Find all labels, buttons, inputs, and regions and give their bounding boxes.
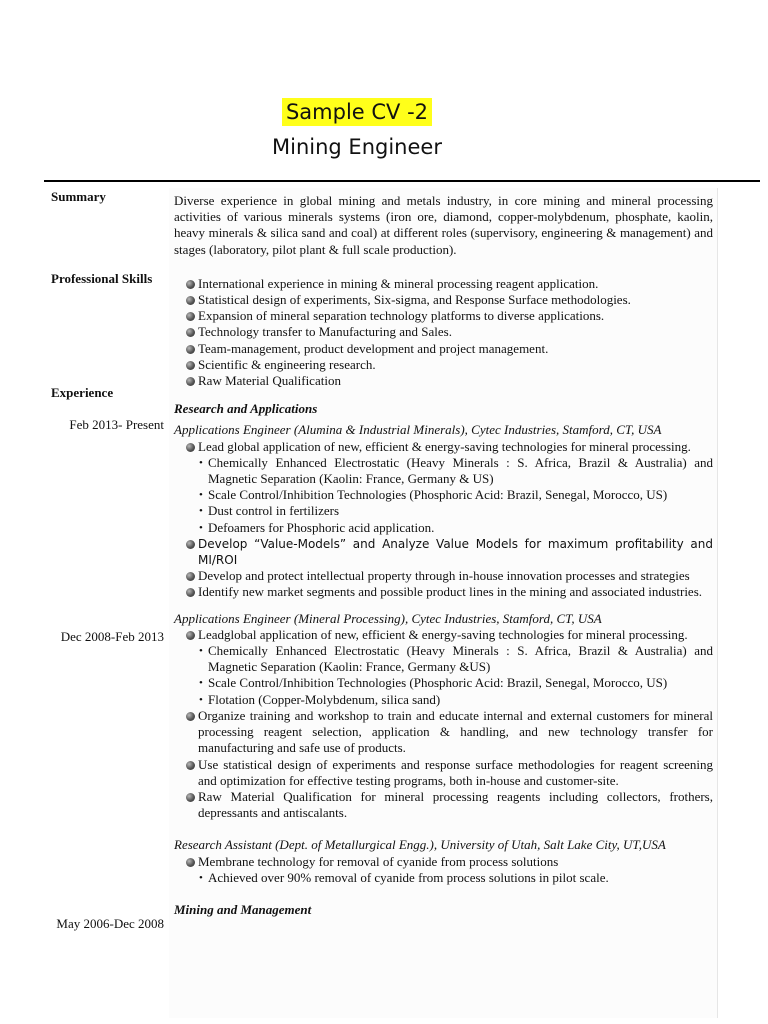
sub-list-item: • Defoamers for Phosphoric acid application. [199,519,435,535]
list-item: Develop “Value-Models” and Analyze Value Models for maximum profitability and MI/ROI [174,536,713,568]
bullet-icon [186,361,195,370]
job1-bullets [174,439,713,601]
bullet-icon [186,312,195,321]
skills-list [174,276,713,389]
list-item: Lead global application of new, efficient & energy-saving technologies for mineral processing. • Chemically Enhanced Electrostatic (Heavy Minerals : S. Africa, Brazil & Australia) and Magnetic Separation (Kaolin: France, Germany & US) • Scale Control/Inhibition Technologies (Phosphoric Acid: Brazil, Senegal, Morocco, US) • Dust control in fertilizers • Defoamers for Phosphoric acid application. [174,439,713,536]
list-item: Statistical design of experiments, Six-sigma, and Response Surface methodologies. [174,292,713,308]
job2-title: Applications Engineer (Mineral Processing), Cytec Industries, Stamford, CT, USA [174,610,602,626]
cv-title [0,98,714,161]
sub-list-item: • Flotation (Copper-Molybdenum, silica sand) [199,691,441,707]
list-item: Identify new market segments and possible product lines in the mining and associated industries. [174,584,713,600]
job3-dates: May 2006-Dec 2008 [56,916,164,931]
job3-title: Research Assistant (Dept. of Metallurgical Engg.), University of Utah, Salt Lake City, UT,USA [174,837,666,853]
sub-list-item: • Chemically Enhanced Electrostatic (Heavy Minerals : S. Africa, Brazil & Australia) and Magnetic Separation (Kaolin: France, Germany & US) [199,454,713,487]
bullet-icon [186,631,195,640]
bullet-icon [186,761,195,770]
list-item: International experience in mining & mineral processing reagent application. [174,276,713,292]
summary-label: Summary [51,189,106,204]
skills-label: Professional Skills [51,271,153,286]
bullet-icon [186,572,195,581]
list-item: Use statistical design of experiments and response surface methodologies for reagent screening and optimization for effective testing programs, both in-house and customer-site. [174,757,713,789]
mining-management-heading: Mining and Management [174,901,312,917]
research-applications-heading: Research and Applications [174,401,318,417]
job1-dates: Feb 2013- Present [69,417,164,432]
sub-list-item: • Scale Control/Inhibition Technologies (Phosphoric Acid: Brazil, Senegal, Morocco, US) [199,675,668,691]
bullet-icon [186,540,195,549]
job2-dates: Dec 2008-Feb 2013 [60,629,164,644]
list-item: Raw Material Qualification for mineral processing reagents including collectors, frothers, depressants and antiscalants. [174,789,713,821]
job1-title: Applications Engineer (Alumina & Industrial Minerals), Cytec Industries, Stamford, CT, USA [174,422,662,438]
sub-list-item: • Chemically Enhanced Electrostatic (Heavy Minerals : S. Africa, Brazil & Australia) and Magnetic Separation (Kaolin: France, Germany &US) [199,643,713,675]
bullet-icon [186,280,195,289]
list-item: Organize training and workshop to train and educate internal and external customers for mineral processing reagent selection, application & handling, and new technology transfer for manufacturing and safe use of products. [174,708,713,757]
list-item: Technology transfer to Manufacturing and Sales. [174,324,713,340]
cv-content [169,188,718,1018]
bullet-icon [186,345,195,354]
header-divider [44,180,760,182]
list-item: Develop and protect intellectual property through in-house innovation processes and strategies [174,568,713,584]
list-item: Team-management, product development and project management. [174,341,713,357]
sub-list-item: • Scale Control/Inhibition Technologies (Phosphoric Acid: Brazil, Senegal, Morocco, US) [199,487,668,503]
list-item: Leadglobal application of new, efficient & energy-saving technologies for mineral processing. • Chemically Enhanced Electrostatic (Heavy Minerals : S. Africa, Brazil & Australia) and Magnetic Separation (Kaolin: France, Germany &US) • Scale Control/Inhibition Technologies (Phosphoric Acid: Brazil, Senegal, Morocco, US) • Flotation (Copper-Molybdenum, silica sand) [174,627,713,708]
job2-bullets [174,627,713,821]
experience-label: Experience [51,385,114,400]
list-item: Expansion of mineral separation technology platforms to diverse applications. [174,308,713,324]
bullet-icon [186,328,195,337]
title-highlight: Sample CV -2 [282,98,432,126]
bullet-icon [186,377,195,386]
list-item: Scientific & engineering research. [174,357,713,373]
bullet-icon [186,793,195,802]
job-title: Mining Engineer [272,135,442,159]
bullet-icon [186,588,195,597]
job3-bullets [174,854,713,886]
sub-list-item: • Achieved over 90% removal of cyanide from process solutions in pilot scale. [199,869,609,885]
summary-text: Diverse experience in global mining and metals industry, in core mining and mineral processing activities of various minerals systems (iron ore, diamond, copper-molybdenum, phosphate, kaolin, heavy minerals & silica sand and coal) at different roles (supervisory, engineering & management) and stages (laboratory, pilot plant & full scale production). [174,193,713,257]
sub-list-item: • Dust control in fertilizers [199,503,340,519]
list-item: Raw Material Qualification [174,373,713,389]
bullet-icon [186,443,195,452]
bullet-icon [186,858,195,867]
list-item: Membrane technology for removal of cyanide from process solutions • Achieved over 90% removal of cyanide from process solutions in pilot scale. [174,854,713,886]
bullet-icon [186,296,195,305]
bullet-icon [186,712,195,721]
